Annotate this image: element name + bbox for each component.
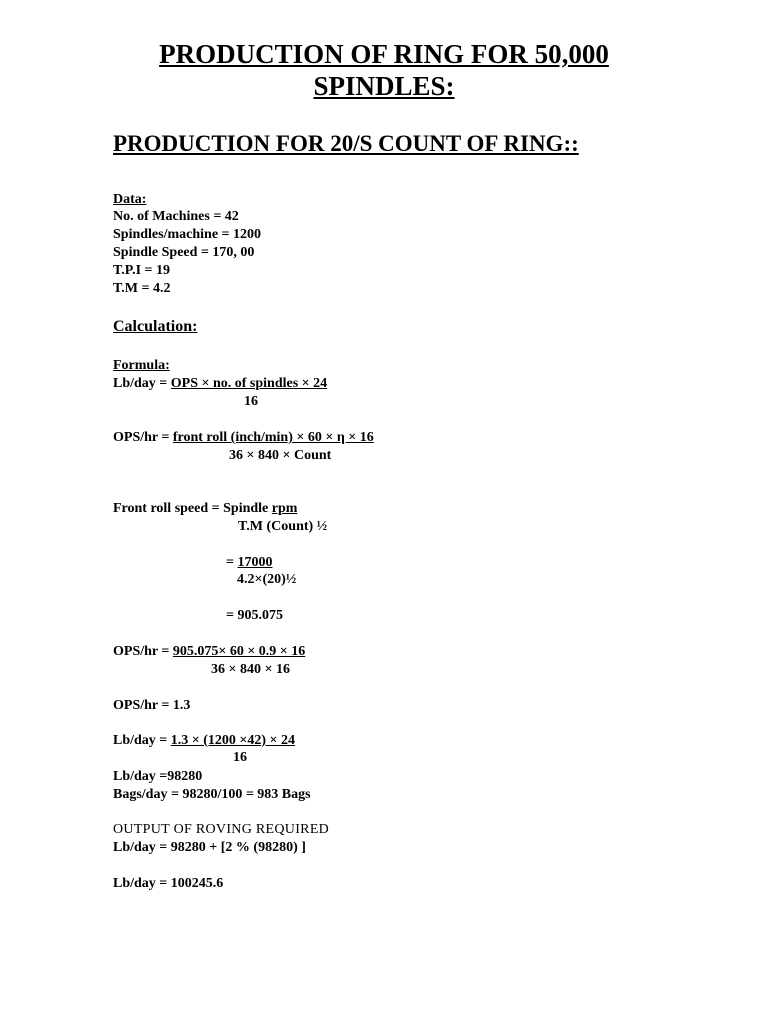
section-subtitle: PRODUCTION FOR 20/S COUNT OF RING::: [113, 131, 579, 156]
opshr-formula-numerator: front roll (inch/min) × 60 × η × 16: [172, 430, 374, 445]
front-roll-line: [113, 500, 297, 517]
lbday-calc-prefix: Lb/day =: [113, 733, 171, 748]
formula-heading: Formula:: [113, 358, 170, 373]
front-roll-prefix: Front roll speed = Spindle: [113, 501, 272, 516]
roving-line-1: Lb/day = 98280 + [2 % (98280) ]: [113, 840, 306, 855]
lbday-calc-line: [113, 732, 295, 749]
lbday-calc-denominator: 16: [233, 750, 247, 765]
data-item: Spindles/machine = 1200: [113, 227, 262, 242]
lbday-formula-numerator: OPS × no. of spindles × 24: [170, 376, 328, 391]
front-roll-eq1-line: [226, 554, 272, 571]
page-title-line-2: SPINDLES:: [313, 71, 455, 101]
lbday-formula-denominator: 16: [244, 394, 258, 409]
lbday-formula-prefix: Lb/day =: [113, 376, 171, 391]
calculation-heading: Calculation:: [113, 318, 198, 335]
opshr-formula-prefix: OPS/hr =: [113, 430, 173, 445]
front-roll-eq1-numerator: 17000: [237, 555, 273, 570]
roving-line-2: Lb/day = 100245.6: [113, 876, 224, 891]
bags-per-day: Bags/day = 98280/100 = 983 Bags: [113, 787, 311, 802]
front-roll-eq1-prefix: =: [226, 555, 238, 570]
opshr-formula-denominator: 36 × 840 × Count: [229, 448, 332, 463]
opshr-formula-numerator-line: [113, 429, 374, 446]
data-item: T.P.I = 19: [113, 263, 170, 278]
front-roll-numerator: rpm: [271, 501, 298, 516]
opshr-calc-numerator: 905.075× 60 × 0.9 × 16: [172, 644, 306, 659]
lbday-calc-numerator: 1.3 × (1200 ×42) × 24: [170, 733, 296, 748]
opshr-calc-line: [113, 643, 305, 660]
front-roll-eq2: = 905.075: [226, 608, 283, 623]
opshr-calc-prefix: OPS/hr =: [113, 644, 173, 659]
opshr-calc-denominator: 36 × 840 × 16: [211, 662, 290, 677]
data-item: No. of Machines = 42: [113, 209, 239, 224]
front-roll-eq1-denominator: 4.2×(20)½: [237, 572, 297, 587]
lbday-result: Lb/day =98280: [113, 769, 203, 784]
roving-heading: OUTPUT OF ROVING REQUIRED: [113, 822, 330, 837]
page-title-line-1: PRODUCTION OF RING FOR 50,000: [159, 39, 609, 69]
front-roll-denominator: T.M (Count) ½: [238, 519, 328, 534]
opshr-result: OPS/hr = 1.3: [113, 698, 191, 713]
data-item: T.M = 4.2: [113, 281, 171, 296]
data-item: Spindle Speed = 170, 00: [113, 245, 255, 260]
data-heading: Data:: [113, 192, 147, 207]
lbday-formula-numerator-line: [113, 375, 327, 392]
